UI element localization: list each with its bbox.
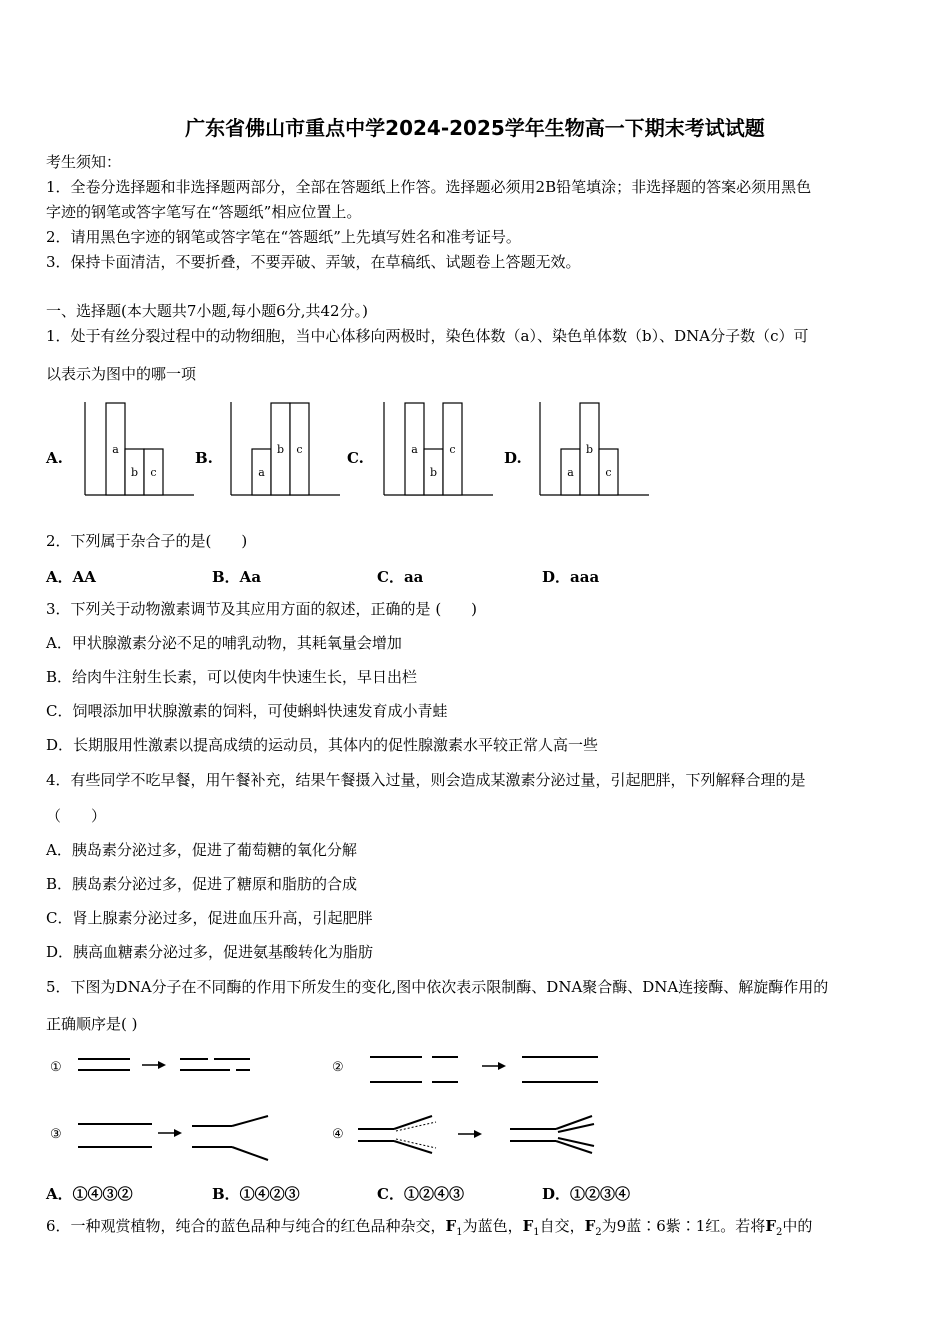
notice-item: 2．请用黑色字迹的钢笔或答字笔在“答题纸”上先填写姓名和准考证号。 — [46, 228, 521, 246]
notice-heading: 考生须知： — [46, 153, 122, 171]
bar-label-b: b — [130, 466, 139, 479]
q2-option-c: C．aa — [377, 568, 424, 586]
q2-option-b: B．Aa — [212, 568, 262, 586]
q1-stem-cont: 以表示为图中的哪一项 — [46, 365, 197, 383]
bar-label-a: a — [567, 466, 574, 479]
q4-option-d: D．胰高血糖素分泌过多，促进氨基酸转化为脂肪 — [46, 943, 374, 961]
notice-item: 1．全卷分选择题和非选择题两部分，全部在答题纸上作答。选择题必须用2B铅笔填涂；非选择题的答案必须用黑色 — [46, 178, 812, 196]
bar-label-c: c — [150, 466, 157, 479]
q1-option-c-label: C. — [347, 449, 364, 467]
notice-item: 3．保持卡面清洁，不要折叠，不要弄破、弄皱，在草稿纸、试题卷上答题无效。 — [46, 253, 581, 271]
bar-label-a: a — [258, 466, 265, 479]
q3-option-c: C．饲喂添加甲状腺激素的饲料，可使蝌蚪快速发育成小青蛙 — [46, 702, 448, 720]
exam-title: 广东省佛山市重点中学2024-2025学年生物高一下期末考试试题 — [185, 116, 765, 140]
section-heading: 一、选择题(本大题共7小题,每小题6分,共42分。) — [46, 302, 368, 320]
diagram-label-4: ④ — [332, 1127, 344, 1142]
q3-stem: 3．下列关于动物激素调节及其应用方面的叙述，正确的是 ( ) — [46, 600, 478, 618]
q1-option-d-label: D. — [504, 449, 522, 467]
arrow-icon — [474, 1130, 482, 1138]
q5-option-d: D．①②③④ — [542, 1185, 631, 1203]
q3-option-b: B．给肉牛注射生长素，可以使肉牛快速生长，早日出栏 — [46, 668, 418, 686]
q4-option-c: C．肾上腺素分泌过多，促进血压升高，引起肥胖 — [46, 909, 373, 927]
q1-option-b-label: B. — [195, 449, 213, 467]
q5-stem-cont: 正确顺序是( ) — [46, 1015, 138, 1033]
q3-option-d: D．长期服用性激素以提高成绩的运动员，其体内的促性腺激素水平较正常人高一些 — [46, 736, 599, 754]
diagram-label-1: ① — [50, 1060, 62, 1075]
q5-option-b: B．①④②③ — [212, 1185, 300, 1203]
bar-label-b: b — [585, 443, 594, 456]
bar-label-b: b — [276, 443, 285, 456]
q4-option-a: A．胰岛素分泌过多，促进了葡萄糖的氧化分解 — [46, 841, 357, 859]
notice-item: 字迹的钢笔或答字笔写在“答题纸”相应位置上。 — [46, 203, 362, 221]
arrow-icon — [498, 1062, 506, 1070]
diagram-label-2: ② — [332, 1060, 344, 1075]
q1-chart-a — [82, 400, 197, 504]
bar-label-c: c — [449, 443, 456, 456]
q4-option-b: B．胰岛素分泌过多，促进了糖原和脂肪的合成 — [46, 875, 358, 893]
arrow-icon — [174, 1129, 182, 1137]
q5-option-a: A．①④③② — [46, 1185, 133, 1203]
bar-label-c: c — [296, 443, 303, 456]
bar-label-a: a — [112, 443, 119, 456]
q1-option-a-label: A. — [46, 449, 63, 467]
q3-option-a: A．甲状腺激素分泌不足的哺乳动物，其耗氧量会增加 — [46, 634, 402, 652]
q1-chart-d — [537, 400, 652, 504]
bar-label-c: c — [605, 466, 612, 479]
arrow-icon — [158, 1061, 166, 1069]
q5-option-c: C．①②④③ — [377, 1185, 464, 1203]
bar-label-b: b — [429, 466, 438, 479]
dna-enzyme-diagram — [46, 1050, 626, 1174]
q6-stem: 6．一种观赏植物，纯合的蓝色品种与纯合的红色品种杂交，$F_1$为蓝色，$F_1$自交，$F_2$为9蓝∶6紫∶1红。若将$F_2$中的 — [46, 1217, 813, 1238]
q4-stem-cont: （ ） — [46, 807, 107, 825]
q1-chart-c — [381, 400, 496, 504]
bar-label-a: a — [411, 443, 418, 456]
q2-option-d: D．aaa — [542, 568, 600, 586]
q4-stem: 4．有些同学不吃早餐，用午餐补充，结果午餐摄入过量，则会造成某激素分泌过量，引起肥胖，下列解释合理的是 — [46, 771, 806, 789]
q2-option-a: A．AA — [46, 568, 96, 586]
q5-stem: 5．下图为DNA分子在不同酶的作用下所发生的变化,图中依次表示限制酶、DNA聚合酶、DNA连接酶、解旋酶作用的 — [46, 978, 829, 996]
q2-stem: 2．下列属于杂合子的是( ) — [46, 532, 248, 550]
q1-chart-b — [228, 400, 343, 504]
diagram-label-3: ③ — [50, 1127, 62, 1142]
q1-stem: 1．处于有丝分裂过程中的动物细胞，当中心体移向两极时，染色体数（a）、染色单体数（b）、DNA分子数（c）可 — [46, 327, 809, 345]
